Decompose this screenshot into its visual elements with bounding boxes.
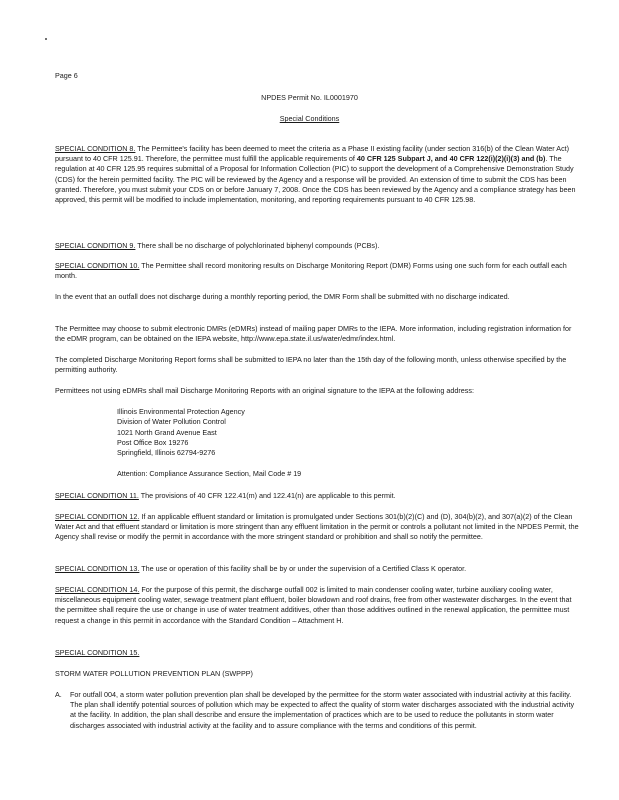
list-marker: A.: [55, 690, 62, 699]
attention-line: Attention: Compliance Assurance Section, Mail Code # 19: [117, 469, 302, 478]
condition-text: The provisions of 40 CFR 122.41(m) and 122.41(n) are applicable to this permit.: [140, 491, 396, 500]
address-line: Illinois Environmental Protection Agency: [117, 407, 245, 416]
condition-text: If an applicable effluent standard or limitation is promulgated under Sections 301(b)(2)(C) and (D), 304(b)(2), and 307(a)(2) of the Clean Water Act and that effluent standard or limitation is more stringent than any effluent limitation in the permit or controls a pollutant not limited in the NPDES Permit, the Agency shall revise or modify the permit in accordance with the more stringent standard or prohibition and shall so notify the permittee.: [55, 512, 579, 542]
paragraph: In the event that an outfall does not discharge during a monthly reporting period, the DMR Form shall be submitted with no discharge indicated.: [55, 292, 510, 301]
special-condition-8: [55, 144, 580, 205]
paragraph: Permittees not using eDMRs shall mail Discharge Monitoring Reports with an original signature to the IEPA at the following address:: [55, 386, 474, 395]
paragraph: The completed Discharge Monitoring Report forms shall be submitted to IEPA no later than the 15th day of the following month, unless otherwise specified by the permitting authority.: [55, 355, 567, 375]
swppp-item-a: For outfall 004, a storm water pollution prevention plan shall be developed by the permittee for the storm water associated with industrial activity at this facility. The plan shall identify potential sources of pollution which may be expected to affect the quality of storm water discharges associated with the industrial activity at the facility. In addition, the plan shall describe and ensure the implementation of practices which are to be used to reduce the pollutants in storm water discharges associated with industrial activity at the facility and to assure compliance with the terms and conditions of this permit.: [70, 690, 575, 730]
condition-text: For the purpose of this permit, the discharge outfall 002 is limited to main condenser cooling water, turbine auxiliary cooling water, miscellaneous equipment cooling water, sewage treatment plant effluent, boiler blowdown and roof drains, free from other wastewater discharges. In the event that the permittee shall require the use or change in use of water treatment additives, other than those additives outlined in the renewal application, the permittee must request a change in this permit in accordance with the Standard Condition – Attachment H.: [55, 585, 572, 625]
address-line: 1021 North Grand Avenue East: [117, 428, 217, 437]
page-number: Page 6: [55, 71, 78, 80]
condition-text-bold: 40 CFR 125 Subpart J, and 40 CFR 122(i)(2)(i)(3) and (b): [356, 154, 546, 164]
condition-label: SPECIAL CONDITION 14.: [55, 585, 140, 594]
address-line: Post Office Box 19276: [117, 438, 189, 447]
scan-speck: [45, 38, 47, 40]
special-condition-10: [55, 261, 580, 281]
special-condition-9: [55, 241, 580, 251]
condition-label: SPECIAL CONDITION 9.: [55, 241, 136, 250]
special-condition-11: [55, 491, 580, 501]
condition-text: There shall be no discharge of polychlorinated biphenyl compounds (PCBs).: [137, 241, 380, 250]
condition-label: SPECIAL CONDITION 13.: [55, 564, 140, 573]
address-line: Division of Water Pollution Control: [117, 417, 226, 426]
condition-label: SPECIAL CONDITION 12.: [55, 512, 140, 521]
condition-label: SPECIAL CONDITION 11.: [55, 491, 139, 500]
swppp-heading: STORM WATER POLLUTION PREVENTION PLAN (SWPPP): [55, 669, 253, 678]
special-condition-12: [55, 512, 580, 543]
condition-label: SPECIAL CONDITION 8.: [55, 144, 136, 153]
special-condition-13: [55, 564, 580, 574]
special-condition-15-label: SPECIAL CONDITION 15.: [55, 648, 140, 657]
permit-number: NPDES Permit No. IL0001970: [261, 93, 358, 102]
address-line: Springfield, Illinois 62794-9276: [117, 448, 216, 457]
special-condition-14: [55, 585, 580, 626]
section-title: Special Conditions: [279, 114, 340, 123]
paragraph: The Permittee may choose to submit electronic DMRs (eDMRs) instead of mailing paper DMRs to the IEPA. More information, including registration information for the eDMR program, can be obtained on the IEPA website, http://www.epa.state.il.us/water/edmr/index.html.: [55, 324, 572, 344]
condition-text: The Permittee shall record monitoring results on Discharge Monitoring Report (DMR) Forms using one such form for each outfall each month.: [55, 261, 567, 281]
condition-label: SPECIAL CONDITION 10.: [55, 261, 140, 270]
condition-text: . The regulation at 40 CFR 125.95 requires submittal of a Proposal for Information Collection (PIC) to support the development of a Comprehensive Demonstration Study (CDS) for the herein permitted facility. The PIC will be reviewed by the Agency and a response will be provided. An extension of time to submit the CDS has been granted. Therefore, you must submit your CDS on or before January 7, 2008. Once the CDS has been reviewed by the Agency and a compliance strategy has been approved, this permit will be modified to include implementation, monitoring, and reporting requirements pursuant to 40 CFR 125.98.: [55, 154, 576, 205]
condition-text: The use or operation of this facility shall be by or under the supervision of a Certified Class K operator.: [141, 564, 467, 573]
condition-text: The Permittee's facility has been deemed to meet the criteria as a Phase II existing facility (under section 316(b) of the Clean Water Act) pursuant to 40 CFR 125.91. Therefore, the permittee must fulfill the applicable requirements of: [55, 144, 570, 164]
